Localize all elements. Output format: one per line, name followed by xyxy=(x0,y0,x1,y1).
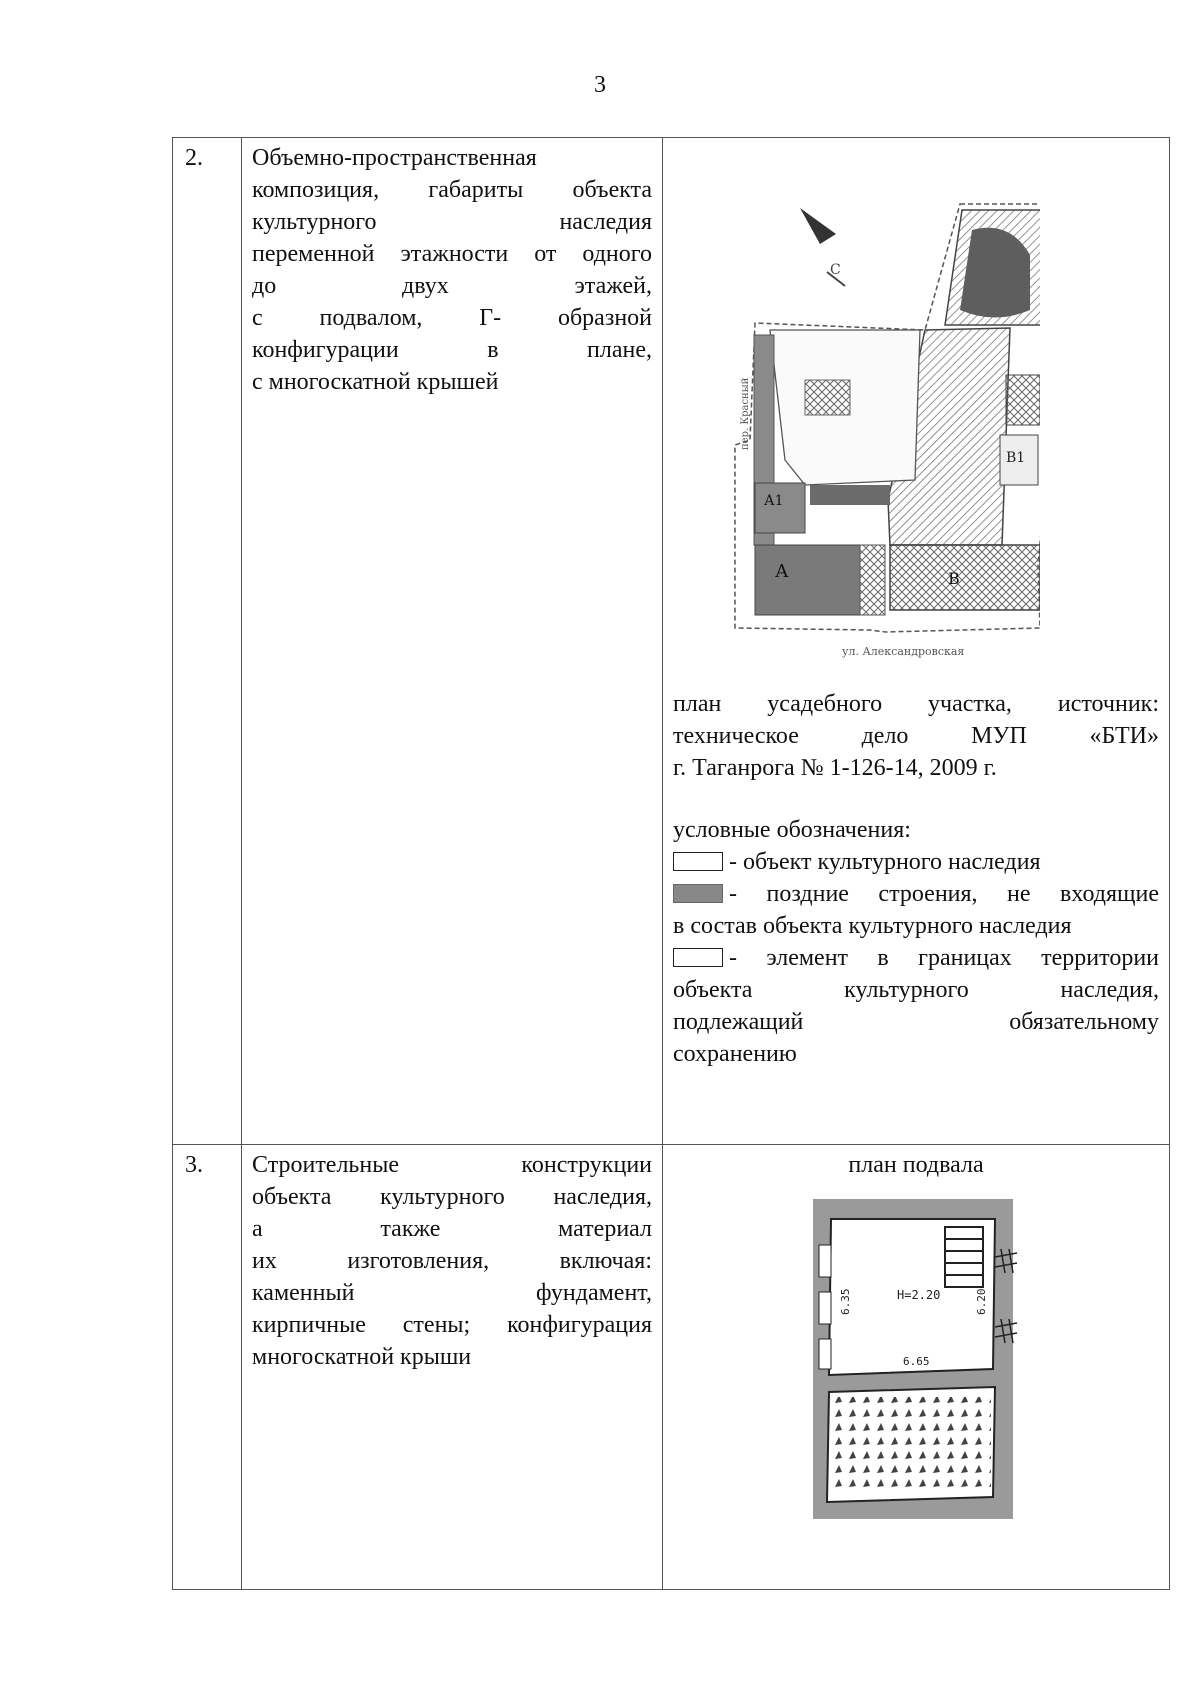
svg-text:6.20: 6.20 xyxy=(975,1288,988,1315)
illustration-cell xyxy=(663,138,1170,1145)
svg-text:А1: А1 xyxy=(764,493,784,509)
grey-swatch-icon xyxy=(673,884,723,903)
svg-text:6.65: 6.65 xyxy=(903,1355,930,1368)
row-description xyxy=(242,138,663,1145)
row-number: 2. xyxy=(173,138,242,1145)
svg-text:Н=2.20: Н=2.20 xyxy=(897,1288,941,1302)
legend-item: - объект культурного наследия xyxy=(673,846,1159,878)
description-line: их изготовления, включая: xyxy=(252,1248,652,1274)
legend-item: - поздние строения, не входящие xyxy=(673,878,1159,910)
legend xyxy=(673,814,1159,1070)
svg-text:В1: В1 xyxy=(1006,450,1026,466)
description-line: а также материал xyxy=(252,1216,652,1242)
north-arrow-icon xyxy=(800,208,845,286)
description-line: переменной этажности от одного xyxy=(252,241,652,267)
legend-line: сохранению xyxy=(673,1041,797,1067)
heritage-table xyxy=(172,137,1170,1590)
description-line: композиция, габариты объекта xyxy=(252,177,652,203)
description-line: каменный фундамент, xyxy=(252,1280,652,1306)
caption-line: план усадебного участка, источник: xyxy=(673,691,1159,717)
plan-caption xyxy=(673,688,1159,784)
legend-line: объекта культурного наследия, xyxy=(673,977,1159,1003)
illustration-cell xyxy=(663,1145,1170,1590)
svg-text:В: В xyxy=(948,569,960,588)
white-swatch-icon xyxy=(673,948,723,967)
description-line: с подвалом, Г- образной xyxy=(252,305,652,331)
description-line: Строительные конструкции xyxy=(252,1152,652,1178)
site-plan-image xyxy=(710,200,1040,670)
legend-title: условные обозначения: xyxy=(673,817,911,843)
description-line: конфигурации в плане, xyxy=(252,337,652,363)
row-number: 3. xyxy=(173,1145,242,1590)
svg-text:ул. Александровская: ул. Александровская xyxy=(842,645,965,658)
legend-line: в состав объекта культурного наследия xyxy=(673,913,1072,939)
stairs-icon xyxy=(945,1227,983,1287)
row-description xyxy=(242,1145,663,1590)
svg-text:А: А xyxy=(775,561,789,582)
caption-line: техническое дело МУП «БТИ» xyxy=(673,723,1159,749)
table-row xyxy=(173,1145,1170,1590)
description-line: Объемно-пространственная xyxy=(252,145,537,171)
legend-line: подлежащий обязательному xyxy=(673,1009,1159,1035)
svg-text:пер. Красный: пер. Красный xyxy=(740,377,751,450)
legend-item: - элемент в границах территории xyxy=(673,942,1159,974)
svg-text:С: С xyxy=(830,262,841,278)
description-line: объекта культурного наследия, xyxy=(252,1184,652,1210)
description-line: культурного наследия xyxy=(252,209,652,235)
description-line: кирпичные стены; конфигурация xyxy=(252,1312,652,1338)
description-line: с многоскатной крышей xyxy=(252,369,499,395)
description-line: до двух этажей, xyxy=(252,273,652,299)
page-number: 3 xyxy=(594,72,606,98)
caption-line: г. Таганрога № 1-126-14, 2009 г. xyxy=(673,755,997,781)
svg-text:6.35: 6.35 xyxy=(839,1288,852,1315)
white-swatch-icon xyxy=(673,852,723,871)
description-line: многоскатной крыши xyxy=(252,1344,472,1370)
table-row xyxy=(173,138,1170,1145)
basement-plan-image xyxy=(805,1197,1020,1532)
basement-plan-title: план подвала xyxy=(848,1152,984,1178)
